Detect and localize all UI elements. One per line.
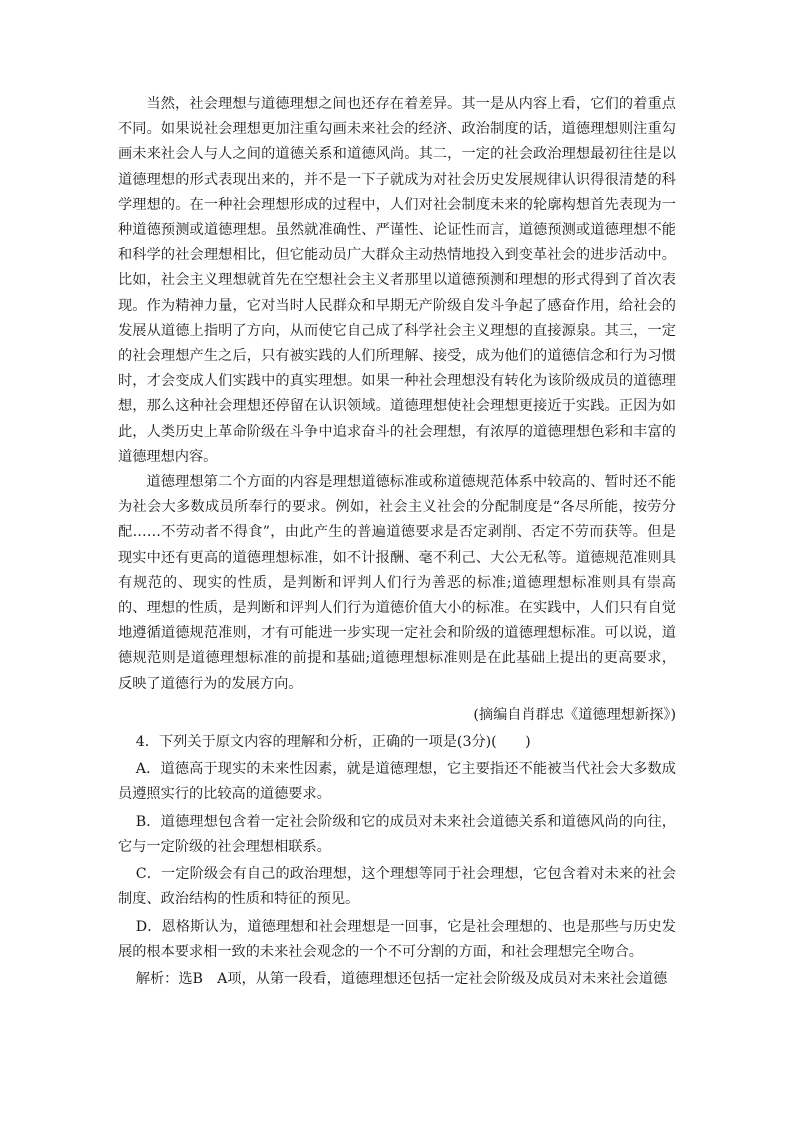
article-paragraph-1: 当然，社会理想与道德理想之间也还存在着差异。其一是从内容上看，它们的着重点不同。如果说社会理想更加注重勾画未来社会的经济、政治制度的话，道德理想则注重勾画未来社会人与人之间的道德关系和道德风尚。其二，一定的社会政治理想最初往往是以道德理想的形式表现出来的，并不是一下子就成为对社会历史发展规律认识得很清楚的科学理想的。在一种社会理想形成的过程中，人们对社会制度未来的轮廓构想首先表现为一种道德预测或道德理想。虽然就准确性、严谨性、论证性而言，道德预测或道德理想不能和科学的社会理想相比，但它能动员广大群众主动热情地投入到变革社会的进步活动中。比如，社会主义理想就首先在空想社会主义者那里以道德预测和理想的形式得到了首次表现。作为精神力量，它对当时人民群众和早期无产阶级自发斗争起了感奋作用，给社会的发展从道德上指明了方向，从而使它自己成了科学社会主义理想的直接源泉。其三，一定的社会理想产生之后，只有被实践的人们所理解、接受，成为他们的道德信念和行为习惯时，才会变成人们实践中的真实理想。如果一种社会理想没有转化为该阶级成员的道德理想，那么这种社会理想还停留在认识领域。道德理想使社会理想更接近于实践。正因为如此，人类历史上革命阶级在斗争中追求奋斗的社会理想，有浓厚的道德理想色彩和丰富的道德理想内容。 [118,96,676,465]
option-b: B．道德理想包含着一定社会阶级和它的成员对未来社会道德关系和道德风尚的向往，它与一定阶级的社会理想相联系。 [118,813,676,855]
option-a: A．道德高于现实的未来性因素，就是道德理想，它主要指还不能被当代社会大多数成员遵照实行的比较高的道德要求。 [118,761,676,803]
article-source: (摘编自肖群忠《道德理想新探》) [473,706,676,723]
option-d: D．恩格斯认为，道德理想和社会理想是一回事，它是社会理想的、也是那些与历史发展的根本要求相一致的未来社会观念的一个不可分割的方面，和社会理想完全吻合。 [118,918,676,960]
answer-analysis: 解析：选B A项，从第一段看，道德理想还包括一定社会阶级及成员对未来社会道德 [135,970,668,987]
option-c: C．一定阶级会有自己的政治理想，这个理想等同于社会理想，它包含着对未来的社会制度、政治结构的性质和特征的预见。 [118,866,676,908]
article-paragraph-2: 道德理想第二个方面的内容是理想道德标准或称道德规范体系中较高的、暂时还不能为社会大多数成员所奉行的要求。例如，社会主义社会的分配制度是“各尽所能，按劳分配……不劳动者不得食”，由此产生的普遍道德要求是否定剥削、否定不劳而获等。但是现实中还有更高的道德理想标准，如不计报酬、毫不利己、大公无私等。道德规范准则具有规范的、现实的性质，是判断和评判人们行为善恶的标准;道德理想标准则具有崇高的、理想的性质，是判断和评判人们行为道德价值大小的标准。在实践中，人们只有自觉地遵循道德规范准则，才有可能进一步实现一定社会和阶级的道德理想标准。可以说，道德规范则是道德理想标准的前提和基础;道德理想标准则是在此基础上提出的更高要求，反映了道德行为的发展方向。 [118,474,676,692]
document-body [118,92,676,992]
question-stem: 4．下列关于原文内容的理解和分析，正确的一项是(3分)( ) [135,734,531,751]
